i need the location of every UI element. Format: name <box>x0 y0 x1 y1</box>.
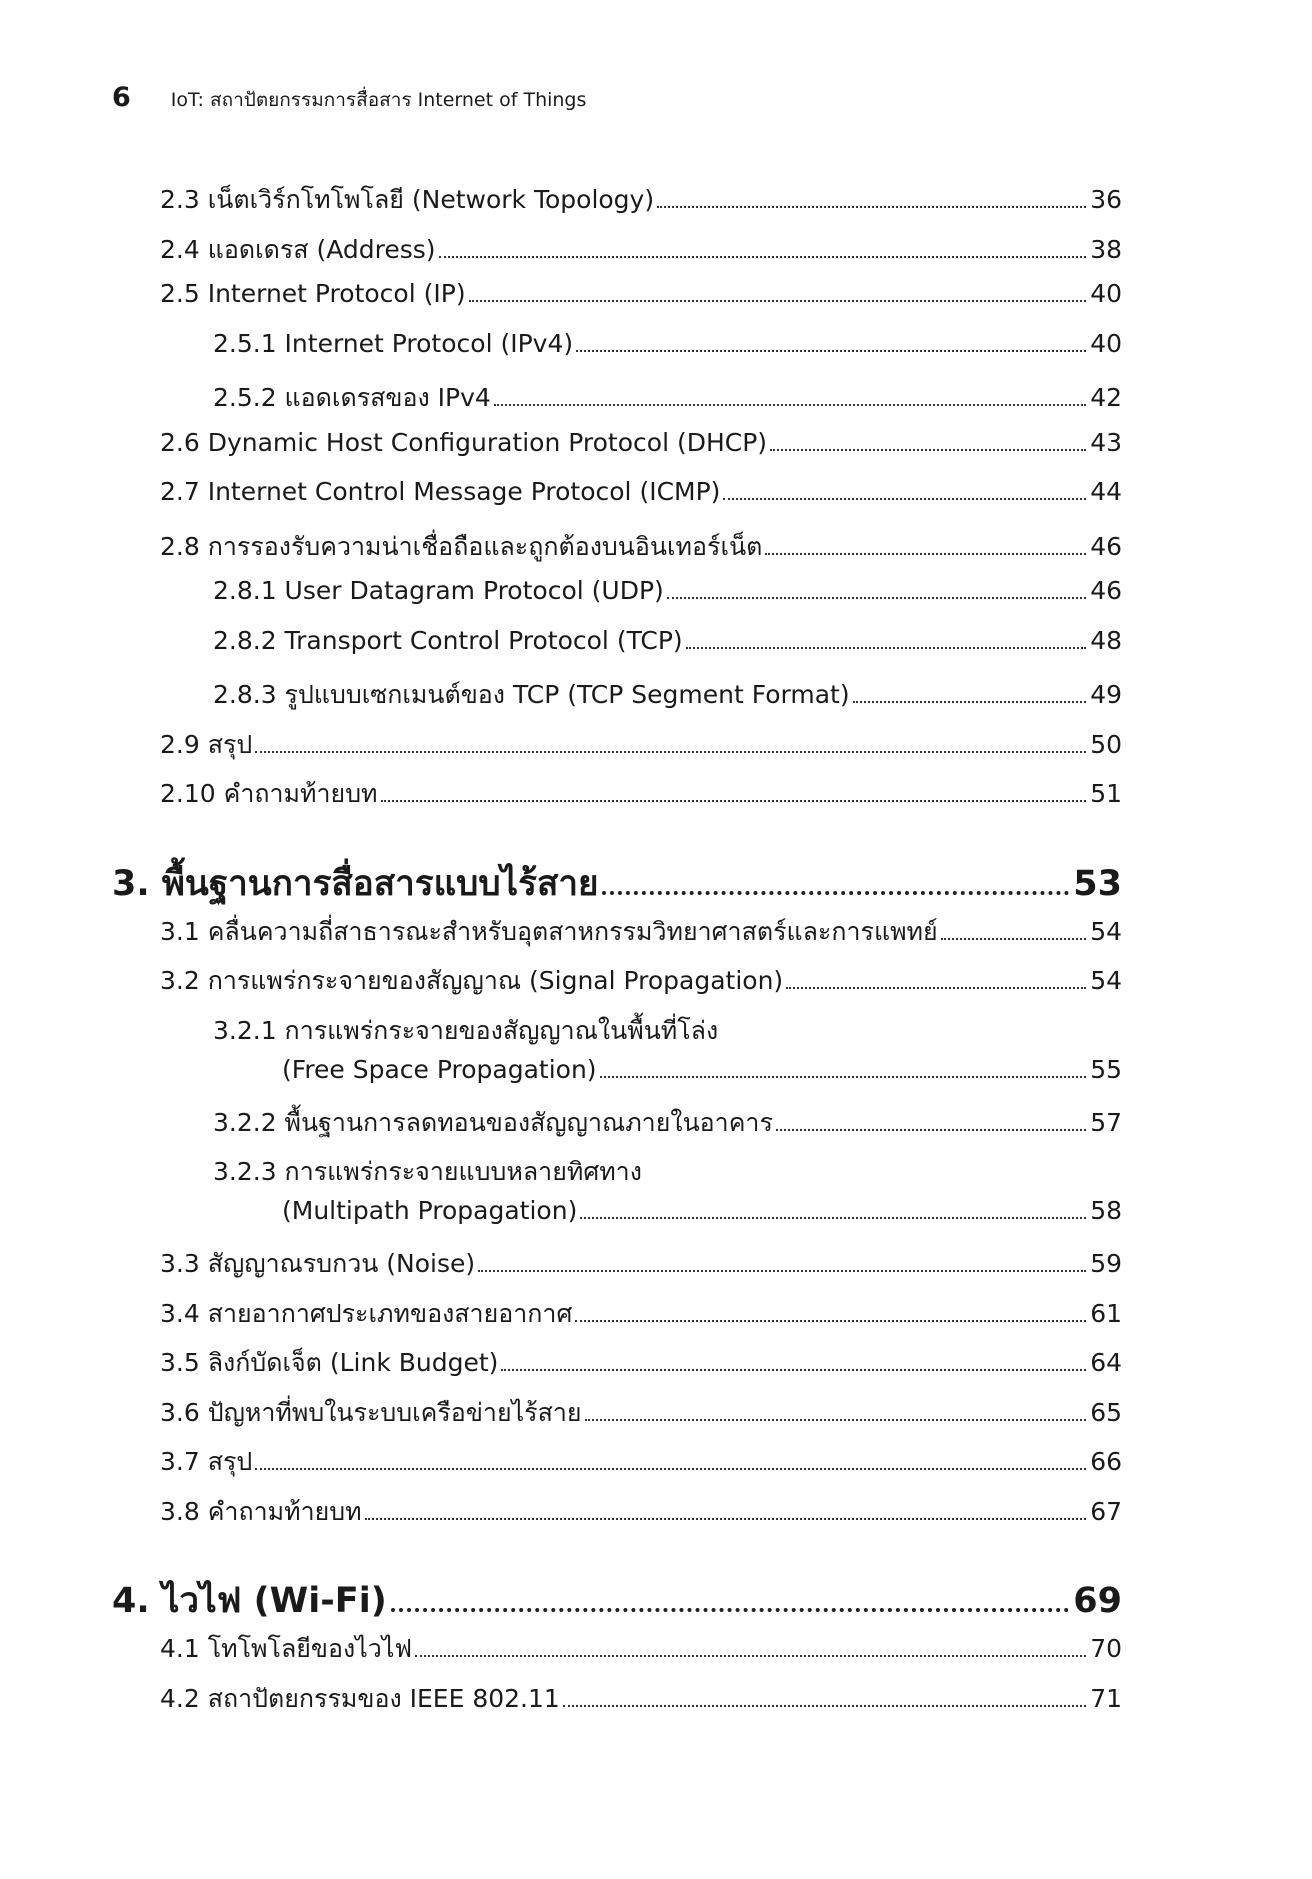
toc-entry-page: 64 <box>1090 1348 1122 1377</box>
toc-entry[interactable] <box>213 576 1122 626</box>
toc-entry[interactable] <box>160 725 1122 775</box>
toc-entry-label: 3.2 การแพร่กระจายของสัญญาณ (Signal Propagation) <box>160 966 784 995</box>
toc-entry[interactable] <box>160 1629 1122 1679</box>
dot-leader <box>600 1076 1087 1078</box>
dot-leader <box>723 498 1086 500</box>
toc-chapter-page: 69 <box>1073 1581 1122 1621</box>
dot-leader <box>602 891 1069 895</box>
toc-entry-label: 3.7 สรุป <box>160 1447 253 1476</box>
toc-entry-page: 49 <box>1090 680 1122 709</box>
toc-entry[interactable] <box>160 230 1122 280</box>
toc-entry-label: 2.8.3 รูปแบบเซกเมนต์ของ TCP (TCP Segment Format) <box>213 680 850 709</box>
toc-entry-page: 43 <box>1090 427 1122 457</box>
page-number: 6 <box>112 82 131 113</box>
toc-entry[interactable] <box>160 1294 1122 1344</box>
toc-entry-page: 40 <box>1090 328 1122 358</box>
toc-entry-label: 3.4 สายอากาศประเภทของสายอากาศ <box>160 1298 573 1328</box>
toc-chapter[interactable] <box>112 1573 1122 1629</box>
toc-entry-page: 71 <box>1090 1683 1122 1713</box>
toc-entry-label: 2.8 การรองรับความน่าเชื่อถือและถูกต้องบนอินเทอร์เน็ต <box>160 531 763 561</box>
table-of-contents <box>0 180 1312 1728</box>
toc-entry-label: 2.7 Internet Control Message Protocol (ICMP) <box>160 477 721 506</box>
toc-entry[interactable] <box>160 1679 1122 1729</box>
dot-leader <box>439 256 1087 258</box>
toc-chapter[interactable] <box>112 856 1122 912</box>
toc-entry-label: 2.5.2 แอดเดรสของ IPv4 <box>213 383 491 412</box>
toc-chapter-page: 53 <box>1073 863 1122 904</box>
dot-leader <box>776 1129 1086 1131</box>
dot-leader <box>365 1518 1087 1520</box>
toc-entry[interactable] <box>160 1492 1122 1542</box>
dot-leader <box>770 449 1086 451</box>
dot-leader <box>494 404 1086 406</box>
toc-entry-page: 65 <box>1090 1397 1122 1427</box>
toc-entry[interactable] <box>160 961 1122 1011</box>
dot-leader <box>255 1468 1086 1470</box>
toc-entry[interactable] <box>213 626 1122 676</box>
toc-entry[interactable] <box>213 329 1122 379</box>
dot-leader <box>575 1320 1086 1322</box>
toc-entry[interactable] <box>160 180 1122 230</box>
toc-entry-page: 48 <box>1090 625 1122 655</box>
toc-entry-label: 2.8.2 Transport Control Protocol (TCP) <box>213 625 683 655</box>
toc-entry-label: 2.3 เน็ตเวิร์กโทโพโลยี (Network Topology) <box>160 185 655 214</box>
toc-entry-page: 66 <box>1090 1447 1122 1476</box>
dot-leader <box>391 1608 1070 1612</box>
running-title: IoT: สถาปัตยกรรมการสื่อสาร Internet of Things <box>170 89 587 111</box>
toc-entry[interactable] <box>213 675 1122 725</box>
toc-entry-page: 46 <box>1090 576 1122 605</box>
toc-entry-page: 44 <box>1090 477 1122 506</box>
toc-entry[interactable] <box>160 279 1122 329</box>
dot-leader <box>255 751 1086 753</box>
toc-entry-page: 40 <box>1090 279 1122 308</box>
toc-entry-page: 57 <box>1090 1107 1122 1137</box>
toc-entry-label: 2.9 สรุป <box>160 729 253 759</box>
toc-entry[interactable] <box>160 1393 1122 1443</box>
dot-leader <box>765 553 1086 555</box>
toc-entry[interactable] <box>213 1103 1122 1153</box>
toc-entry-label: 2.5.1 Internet Protocol (IPv4) <box>213 328 574 358</box>
toc-entry-label: 4.1 โทโพโลยีของไวไฟ <box>160 1634 413 1663</box>
dot-leader <box>667 597 1086 599</box>
toc-entry[interactable] <box>160 774 1122 824</box>
toc-entry[interactable] <box>160 1244 1122 1294</box>
toc-chapter-label: 3. พื้นฐานการสื่อสารแบบไร้สาย <box>112 863 599 904</box>
toc-entry[interactable] <box>160 428 1122 478</box>
dot-leader <box>941 938 1087 940</box>
toc-entry-page: 70 <box>1090 1634 1122 1663</box>
toc-entry[interactable] <box>160 1343 1122 1393</box>
dot-leader <box>585 1419 1087 1421</box>
dot-leader <box>786 987 1086 989</box>
dot-leader <box>657 206 1086 208</box>
toc-entry-label-cont: (Multipath Propagation) <box>282 1196 578 1225</box>
toc-entry-page: 42 <box>1090 383 1122 412</box>
toc-entry-page: 59 <box>1090 1249 1122 1278</box>
toc-entry-page: 50 <box>1090 729 1122 759</box>
toc-entry[interactable] <box>282 1196 1122 1244</box>
toc-entry-label: 2.6 Dynamic Host Configuration Protocol (DHCP) <box>160 427 768 457</box>
toc-entry-label[interactable]: 3.2.3 การแพร่กระจายแบบหลายทิศทาง <box>213 1157 642 1186</box>
toc-entry-label: 3.8 คำถามท้ายบท <box>160 1496 362 1526</box>
dot-leader <box>469 300 1087 302</box>
toc-entry[interactable] <box>160 527 1122 577</box>
dot-leader <box>381 800 1087 802</box>
dot-leader <box>580 1217 1086 1219</box>
toc-entry-page: 55 <box>1090 1054 1122 1084</box>
toc-chapter-label: 4. ไวไฟ (Wi-Fi) <box>112 1581 387 1621</box>
toc-entry-page: 38 <box>1090 234 1122 264</box>
dot-leader <box>415 1655 1086 1657</box>
toc-entry-page: 67 <box>1090 1496 1122 1526</box>
toc-entry-page: 54 <box>1090 916 1122 946</box>
toc-entry-label: 2.4 แอดเดรส (Address) <box>160 234 436 264</box>
toc-entry[interactable] <box>213 378 1122 428</box>
toc-entry-label: 2.8.1 User Datagram Protocol (UDP) <box>213 576 664 605</box>
toc-entry-label: 3.2.2 พื้นฐานการลดทอนของสัญญาณภายในอาคาร <box>213 1107 773 1137</box>
running-header <box>112 82 586 115</box>
dot-leader <box>501 1369 1086 1371</box>
dot-leader <box>576 350 1086 352</box>
dot-leader <box>563 1705 1086 1707</box>
dot-leader <box>478 1270 1086 1272</box>
toc-entry[interactable] <box>160 1442 1122 1492</box>
toc-entry-page: 36 <box>1090 185 1122 214</box>
toc-entry-label: 3.1 คลื่นความถี่สาธารณะสำหรับอุตสาหกรรมวิทยาศาสตร์และการแพทย์ <box>160 916 938 946</box>
toc-entry-page: 51 <box>1090 779 1122 808</box>
toc-entry-label[interactable]: 3.2.1 การแพร่กระจายของสัญญาณในพื้นที่โล่ง <box>213 1015 719 1045</box>
toc-entry-label-cont: (Free Space Propagation) <box>282 1054 597 1084</box>
toc-entry-label: 3.3 สัญญาณรบกวน (Noise) <box>160 1249 476 1278</box>
toc-entry-page: 46 <box>1090 531 1122 561</box>
toc-entry-page: 61 <box>1090 1298 1122 1328</box>
toc-entry-label: 2.5 Internet Protocol (IP) <box>160 279 466 308</box>
toc-entry-label: 2.10 คำถามท้ายบท <box>160 779 378 808</box>
toc-entry[interactable] <box>282 1055 1122 1103</box>
toc-entry[interactable] <box>160 477 1122 527</box>
toc-entry-label: 3.6 ปัญหาที่พบในระบบเครือข่ายไร้สาย <box>160 1397 582 1427</box>
toc-entry-page: 54 <box>1090 966 1122 995</box>
toc-entry-label: 3.5 ลิงก์บัดเจ็ต (Link Budget) <box>160 1348 499 1377</box>
toc-entry-label: 4.2 สถาปัตยกรรมของ IEEE 802.11 <box>160 1683 560 1713</box>
toc-entry[interactable] <box>160 912 1122 962</box>
dot-leader <box>853 701 1087 703</box>
dot-leader <box>686 647 1087 649</box>
toc-entry-page: 58 <box>1090 1196 1122 1225</box>
